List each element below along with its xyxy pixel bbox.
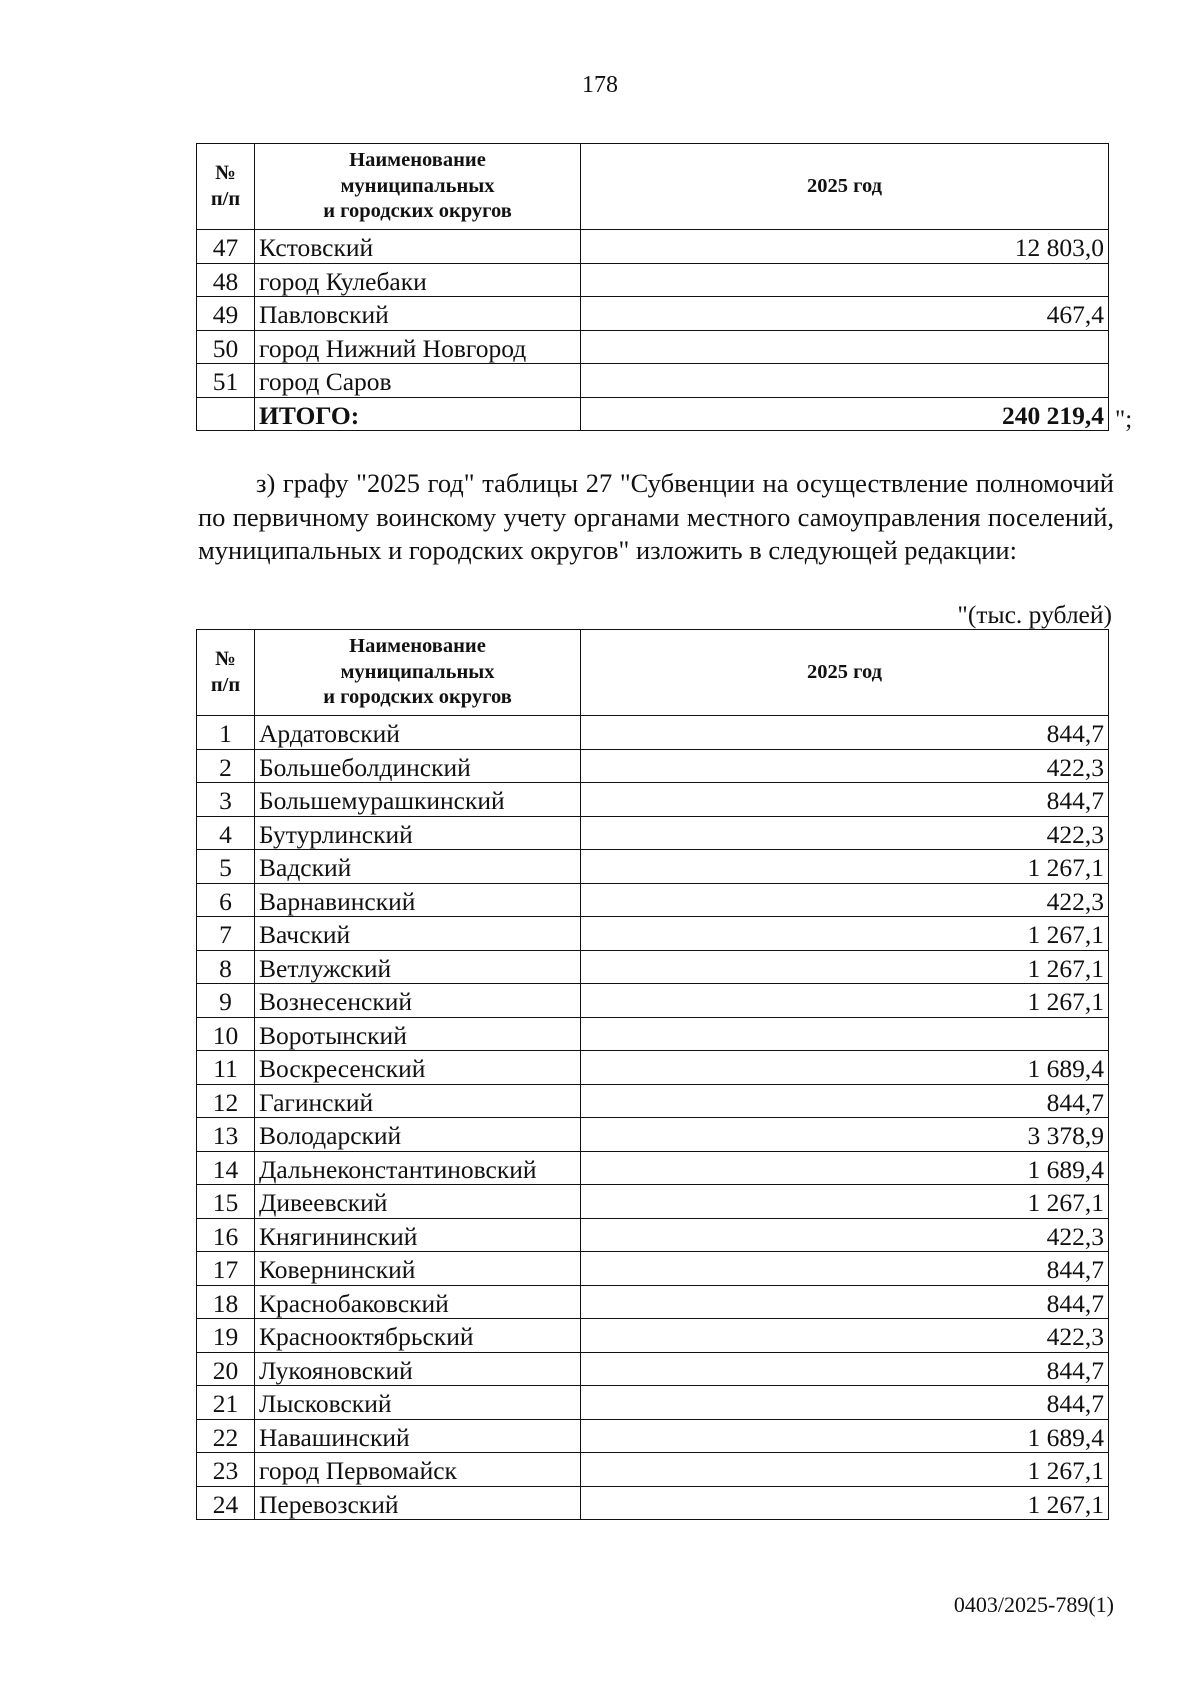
total-number-cell [197, 397, 255, 431]
row-value: 422,3 [581, 1319, 1109, 1353]
row-value: 1 267,1 [581, 1453, 1109, 1487]
row-number: 15 [197, 1185, 255, 1219]
row-municipality: Вознесенский [255, 984, 581, 1018]
row-municipality: Кстовский [255, 230, 581, 264]
row-value: 3 378,9 [581, 1118, 1109, 1152]
row-municipality: Дальнеконстантиновский [255, 1151, 581, 1185]
row-value: 467,4 [581, 297, 1109, 331]
row-municipality: Вачский [255, 917, 581, 951]
page-number: 178 [582, 72, 618, 98]
row-value: 1 689,4 [581, 1419, 1109, 1453]
row-value: 1 267,1 [581, 950, 1109, 984]
table-row [197, 1051, 1109, 1085]
row-value: 422,3 [581, 1218, 1109, 1252]
table-row [197, 1185, 1109, 1219]
header-year: 2025 год [581, 630, 1109, 716]
row-municipality: Воротынский [255, 1017, 581, 1051]
header-num-line1: № [215, 161, 236, 184]
row-number: 2 [197, 749, 255, 783]
row-number: 8 [197, 950, 255, 984]
table-header-row [197, 144, 1109, 230]
row-number: 6 [197, 883, 255, 917]
table-closing-quote: "; [1115, 406, 1133, 433]
row-number: 10 [197, 1017, 255, 1051]
row-municipality: Вадский [255, 850, 581, 884]
row-number: 49 [197, 297, 255, 331]
row-value: 1 689,4 [581, 1151, 1109, 1185]
table-row [197, 263, 1109, 297]
row-number: 3 [197, 783, 255, 817]
table-row [197, 716, 1109, 750]
total-label: ИТОГО: [255, 397, 581, 431]
row-value: 12 803,0 [581, 230, 1109, 264]
row-municipality: Большеболдинский [255, 749, 581, 783]
table-row [197, 749, 1109, 783]
table-continued [196, 143, 1109, 431]
table-row [197, 783, 1109, 817]
row-value [581, 1017, 1109, 1051]
table-row [197, 1017, 1109, 1051]
total-row [197, 397, 1109, 431]
row-municipality: город Первомайск [255, 1453, 581, 1487]
row-municipality: Навашинский [255, 1419, 581, 1453]
row-value: 422,3 [581, 883, 1109, 917]
row-municipality: Ветлужский [255, 950, 581, 984]
table-row [197, 330, 1109, 364]
row-value: 844,7 [581, 1084, 1109, 1118]
row-municipality: Лукояновский [255, 1352, 581, 1386]
header-name-line1: Наименование [349, 149, 486, 172]
header-name [255, 144, 581, 230]
row-municipality: Перевозский [255, 1486, 581, 1520]
table-row [197, 1352, 1109, 1386]
row-municipality: Варнавинский [255, 883, 581, 917]
table-row [197, 917, 1109, 951]
row-value: 1 267,1 [581, 850, 1109, 884]
table-row [197, 1486, 1109, 1520]
table-body [197, 716, 1109, 1520]
header-name-line1: Наименование [349, 635, 486, 658]
table-row [197, 1319, 1109, 1353]
table-row [197, 1151, 1109, 1185]
header-num-line2: п/п [210, 187, 241, 210]
row-number: 11 [197, 1051, 255, 1085]
row-number: 5 [197, 850, 255, 884]
row-number: 17 [197, 1252, 255, 1286]
table-header-row [197, 630, 1109, 716]
row-municipality: Воскресенский [255, 1051, 581, 1085]
document-code: 0403/2025-789(1) [953, 1592, 1114, 1617]
row-municipality: город Нижний Новгород [255, 330, 581, 364]
header-name [255, 630, 581, 716]
row-municipality: город Кулебаки [255, 263, 581, 297]
row-value: 844,7 [581, 1285, 1109, 1319]
table-row [197, 1386, 1109, 1420]
total-value: 240 219,4 [581, 397, 1109, 431]
row-number: 22 [197, 1419, 255, 1453]
row-municipality: Дивеевский [255, 1185, 581, 1219]
row-municipality: Княгининский [255, 1218, 581, 1252]
row-municipality: Павловский [255, 297, 581, 331]
row-value [581, 330, 1109, 364]
header-name-line2: муниципальных [340, 660, 495, 683]
row-number: 50 [197, 330, 255, 364]
row-value: 844,7 [581, 783, 1109, 817]
table-row [197, 1118, 1109, 1152]
row-number: 12 [197, 1084, 255, 1118]
row-value: 844,7 [581, 716, 1109, 750]
row-value: 844,7 [581, 1386, 1109, 1420]
row-municipality: Володарский [255, 1118, 581, 1152]
table-row [197, 850, 1109, 884]
table-row [197, 297, 1109, 331]
row-municipality: Краснооктябрьский [255, 1319, 581, 1353]
header-name-line2: муниципальных [340, 174, 495, 197]
row-number: 13 [197, 1118, 255, 1152]
row-number: 24 [197, 1486, 255, 1520]
row-value: 1 267,1 [581, 984, 1109, 1018]
row-number: 18 [197, 1285, 255, 1319]
header-num-line1: № [215, 647, 236, 670]
row-value [581, 263, 1109, 297]
row-value: 422,3 [581, 816, 1109, 850]
table-row [197, 1453, 1109, 1487]
row-number: 4 [197, 816, 255, 850]
row-number: 1 [197, 716, 255, 750]
table-row [197, 1218, 1109, 1252]
row-number: 16 [197, 1218, 255, 1252]
row-number: 14 [197, 1151, 255, 1185]
header-num [197, 144, 255, 230]
row-number: 20 [197, 1352, 255, 1386]
row-value: 422,3 [581, 749, 1109, 783]
header-num [197, 630, 255, 716]
row-municipality: город Саров [255, 364, 581, 398]
table-row [197, 230, 1109, 264]
table-27 [196, 629, 1109, 1520]
row-value: 1 689,4 [581, 1051, 1109, 1085]
row-municipality: Краснобаковский [255, 1285, 581, 1319]
row-number: 21 [197, 1386, 255, 1420]
table-row [197, 816, 1109, 850]
units-label: "(тыс. рублей) [957, 600, 1112, 629]
table-row [197, 1285, 1109, 1319]
header-name-line3: и городских округов [323, 200, 512, 223]
row-number: 7 [197, 917, 255, 951]
row-municipality: Большемурашкинский [255, 783, 581, 817]
table-row [197, 950, 1109, 984]
row-municipality: Ардатовский [255, 716, 581, 750]
row-value: 1 267,1 [581, 917, 1109, 951]
row-municipality: Гагинский [255, 1084, 581, 1118]
row-number: 23 [197, 1453, 255, 1487]
table-row [197, 1084, 1109, 1118]
row-value: 1 267,1 [581, 1185, 1109, 1219]
table-row [197, 883, 1109, 917]
header-year: 2025 год [581, 144, 1109, 230]
row-number: 51 [197, 364, 255, 398]
table-row [197, 984, 1109, 1018]
row-number: 48 [197, 263, 255, 297]
row-value: 844,7 [581, 1252, 1109, 1286]
table-row [197, 1419, 1109, 1453]
header-name-line3: и городских округов [323, 686, 512, 709]
row-number: 9 [197, 984, 255, 1018]
row-municipality: Лысковский [255, 1386, 581, 1420]
row-municipality: Бутурлинский [255, 816, 581, 850]
row-municipality: Ковернинский [255, 1252, 581, 1286]
header-num-line2: п/п [210, 673, 241, 696]
row-value: 844,7 [581, 1352, 1109, 1386]
table-row [197, 1252, 1109, 1286]
row-value [581, 364, 1109, 398]
row-value: 1 267,1 [581, 1486, 1109, 1520]
row-number: 47 [197, 230, 255, 264]
amendment-paragraph: з) графу "2025 год" таблицы 27 "Субвенции на осуществление полномочий по первичному воинскому учету органами местного самоуправления поселений, муниципальных и городских округов" изложить в следующей редакции: [198, 468, 1114, 566]
row-number: 19 [197, 1319, 255, 1353]
table-body [197, 230, 1109, 431]
table-row [197, 364, 1109, 398]
